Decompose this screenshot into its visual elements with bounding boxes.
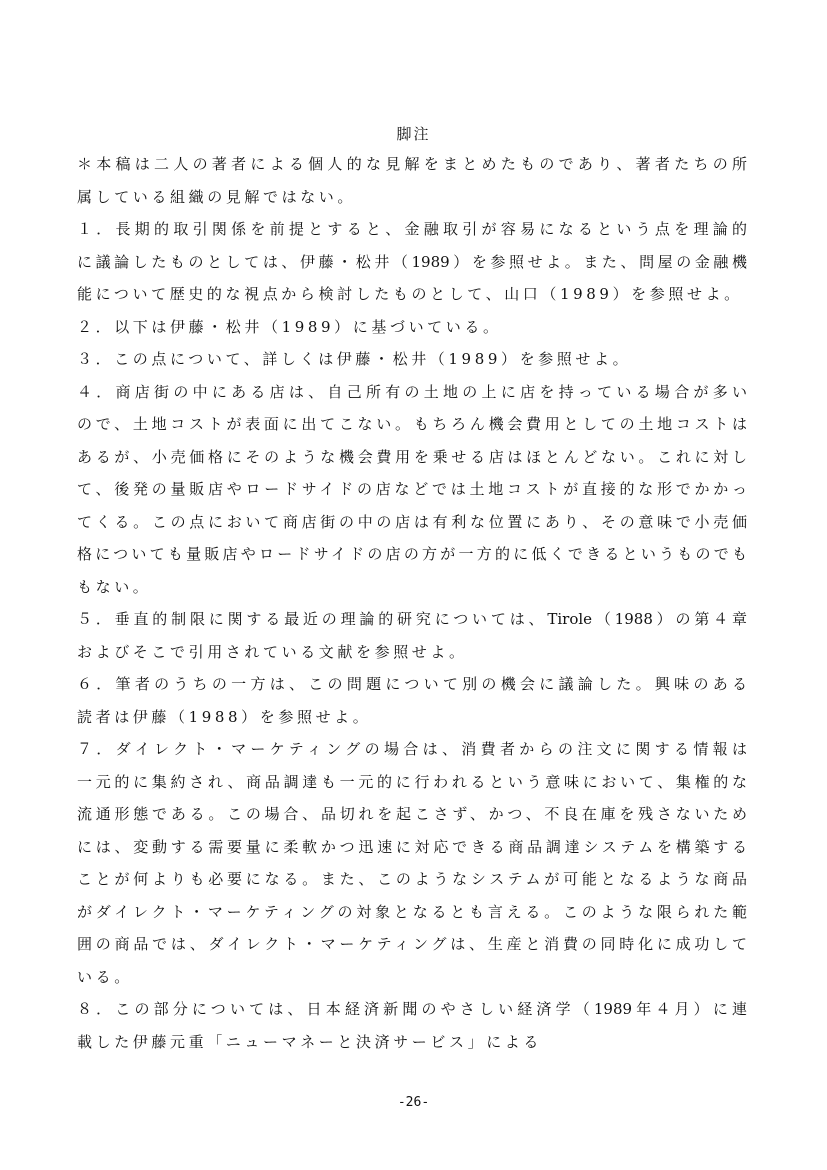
text-line: てくる。この点において商店街の中の店は有利な位置にあり、その意味で小売価 [77, 512, 747, 531]
text-line: 流通形態である。この場合、品切れを起こさず、かつ、不良在庫を残さないため [77, 805, 747, 823]
text-line: 能について歴史的な視点から検討したものとして、山口（1989）を参照せよ。 [77, 285, 743, 303]
text-line: 一元的に集約され、商品調達も一元的に行われるという意味において、集権的な [77, 772, 747, 791]
text-line: ２．以下は伊藤・松井（1989）に基づいている。 [77, 317, 502, 336]
text-line: ６．筆者のうちの一方は、この問題について別の機会に議論した。興味のある [77, 675, 747, 693]
text-line: には、変動する需要量に柔軟かつ迅速に対応できる商品調達システムを構築する [77, 837, 747, 856]
text-line: 属している組織の見解ではない。 [77, 187, 357, 206]
text-line: ８．この部分については、日本経済新聞のやさしい経済学（1989年４月）に連 [77, 1000, 747, 1018]
text-line: あるが、小売価格にそのような機会費用を乗せる店はほとんどない。これに対し [77, 447, 747, 466]
text-line: ＊本稿は二人の著者による個人的な見解をまとめたものであり、著者たちの所 [77, 155, 747, 173]
text-line: ことが何よりも必要になる。また、このようなシステムが可能となるような商品 [77, 870, 747, 888]
text-line: に議論したものとしては、伊藤・松井（1989）を参照せよ。また、問屋の金融機 [77, 252, 747, 271]
text-line: １．長期的取引関係を前提とすると、金融取引が容易になるという点を理論的 [77, 220, 747, 238]
text-line: ７．ダイレクト・マーケティングの場合は、消費者からの注文に関する情報は [77, 740, 747, 758]
text-line: ３．この点について、詳しくは伊藤・松井（1989）を参照せよ。 [77, 350, 632, 368]
text-line: ５．垂直的制限に関する最近の理論的研究については、Tirole（1988）の第４章 [77, 610, 747, 628]
text-line: いる。 [77, 967, 133, 986]
page-number: -26- [397, 1095, 430, 1110]
page-title: 脚注 [396, 125, 431, 143]
text-line: 載した伊藤元重「ニューマネーと決済サービス」による [77, 1032, 543, 1051]
text-line: 読者は伊藤（1988）を参照せよ。 [77, 707, 372, 726]
text-line: もない。 [77, 577, 152, 596]
text-line: 囲の商品では、ダイレクト・マーケティングは、生産と消費の同時化に成功して [77, 935, 747, 953]
text-line: およびそこで引用されている文献を参照せよ。 [77, 642, 468, 661]
text-line: がダイレクト・マーケティングの対象となるとも言える。このような限られた範 [77, 902, 747, 921]
text-line: ので、土地コストが表面に出てこない。もちろん機会費用としての土地コストは [77, 415, 747, 433]
text-line: ４．商店街の中にある店は、自己所有の土地の上に店を持っている場合が多い [77, 382, 747, 401]
text-line: て、後発の量販店やロードサイドの店などでは土地コストが直接的な形でかかっ [77, 480, 747, 498]
text-line: 格についても量販店やロードサイドの店の方が一方的に低くできるというものでも [77, 545, 747, 563]
